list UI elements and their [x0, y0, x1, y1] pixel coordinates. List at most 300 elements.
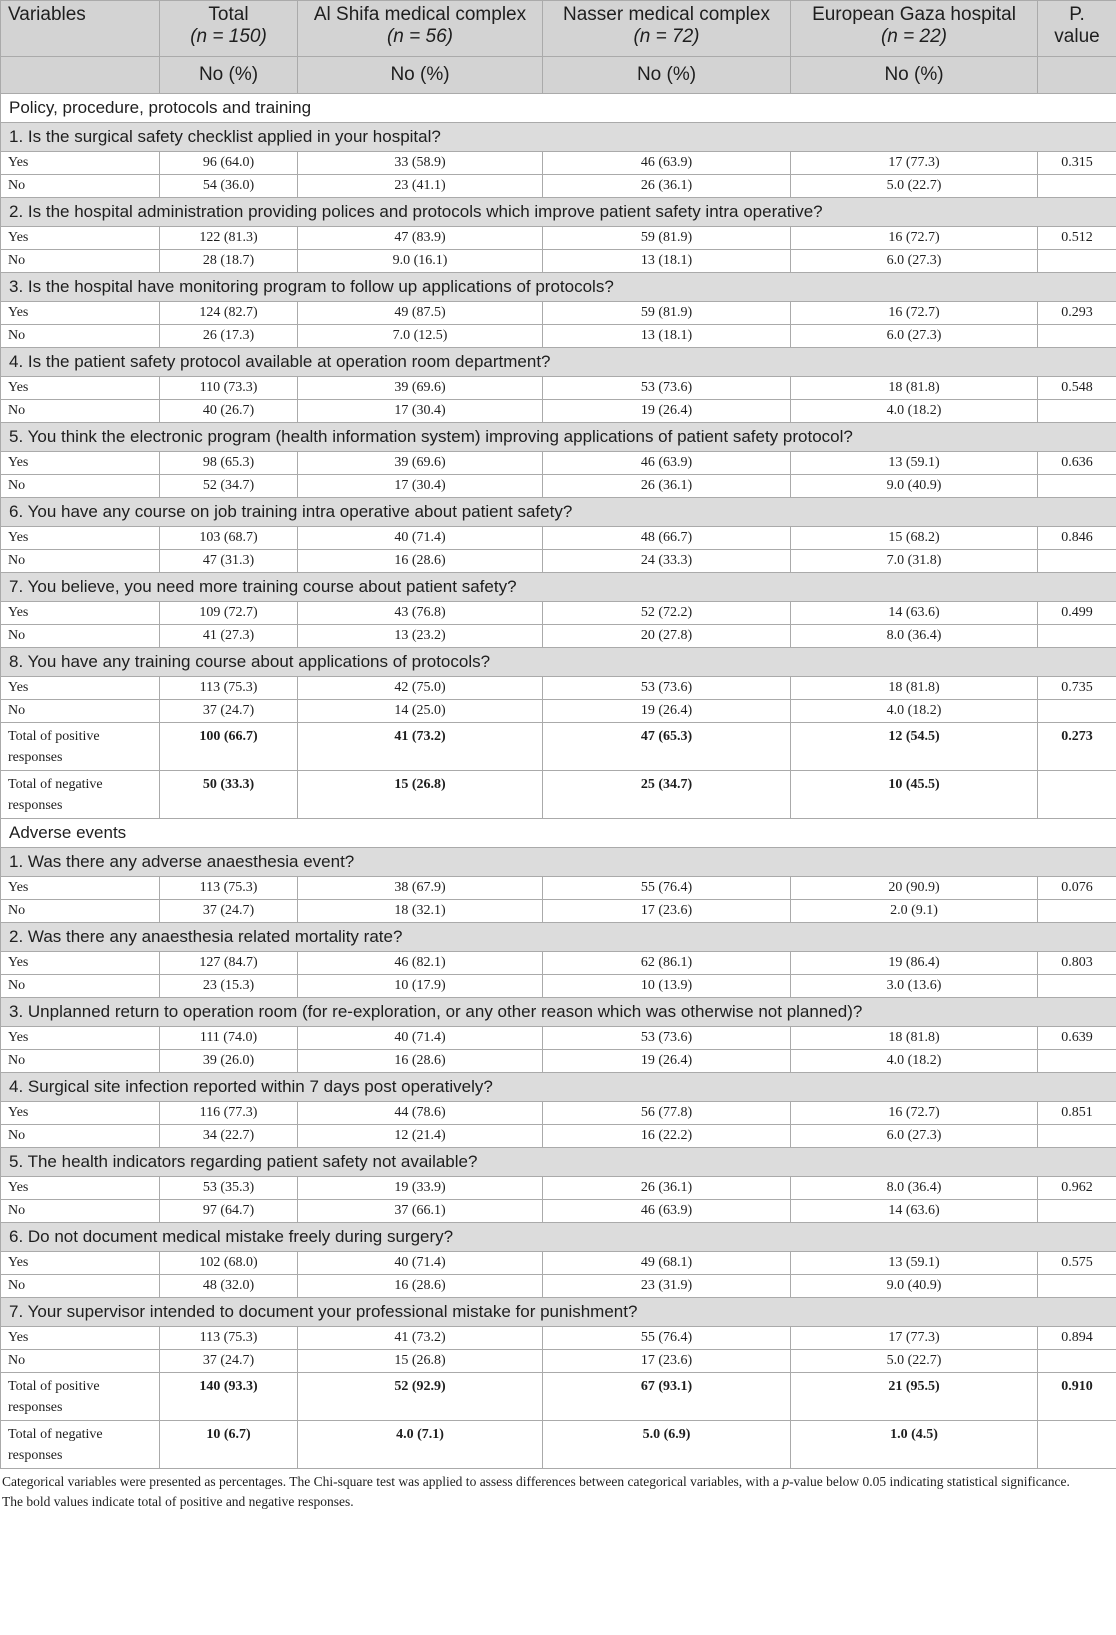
column-header-n: (n = 56): [386, 26, 453, 47]
table-cell: 5.0 (6.9): [543, 1421, 791, 1469]
table-cell: 48 (66.7): [543, 527, 791, 550]
table-cell: 10 (6.7): [160, 1421, 298, 1469]
table-cell: [1038, 1125, 1116, 1148]
table-cell: 0.512: [1038, 227, 1116, 250]
table-cell: 40 (71.4): [298, 1252, 543, 1275]
table-cell: 10 (45.5): [791, 771, 1038, 819]
footnote-bold-values: The bold values indicate total of positive and negative responses.: [2, 1494, 354, 1509]
table-cell: 17 (23.6): [543, 900, 791, 923]
table-cell: 47 (31.3): [160, 550, 298, 573]
question-row: [1, 498, 1116, 527]
table-cell: 48 (32.0): [160, 1275, 298, 1298]
table-cell: 13 (59.1): [791, 452, 1038, 475]
table-cell: 34 (22.7): [160, 1125, 298, 1148]
column-header: [791, 1, 1038, 57]
question-row: [1, 848, 1116, 877]
table-cell: 124 (82.7): [160, 302, 298, 325]
table-cell: [1038, 625, 1116, 648]
table-row: [1, 1252, 1116, 1275]
table-cell: 43 (76.8): [298, 602, 543, 625]
table-cell: 9.0 (40.9): [791, 1275, 1038, 1298]
table-cell: 40 (71.4): [298, 1027, 543, 1050]
question-text: 5. You think the electronic program (health information system) improving applications of patient safety protocol?: [1, 423, 1116, 452]
table-cell: 39 (26.0): [160, 1050, 298, 1073]
table-row: [1, 700, 1116, 723]
table-row: [1, 877, 1116, 900]
table-cell: 1.0 (4.5): [791, 1421, 1038, 1469]
row-label: No: [1, 175, 160, 198]
row-label: Total of positive responses: [1, 1373, 160, 1421]
question-row: [1, 573, 1116, 602]
column-header: [1, 1, 160, 57]
table-cell: 23 (41.1): [298, 175, 543, 198]
table-cell: 9.0 (40.9): [791, 475, 1038, 498]
table-cell: 17 (77.3): [791, 152, 1038, 175]
table-cell: 26 (36.1): [543, 475, 791, 498]
question-text: 4. Is the patient safety protocol available at operation room department?: [1, 348, 1116, 377]
question-text: 5. The health indicators regarding patient safety not available?: [1, 1148, 1116, 1177]
table-cell: 23 (31.9): [543, 1275, 791, 1298]
row-label: No: [1, 700, 160, 723]
row-label: No: [1, 250, 160, 273]
table-cell: 0.962: [1038, 1177, 1116, 1200]
table-cell: 52 (92.9): [298, 1373, 543, 1421]
table-cell: 16 (28.6): [298, 550, 543, 573]
table-cell: 16 (72.7): [791, 227, 1038, 250]
table-cell: 113 (75.3): [160, 677, 298, 700]
table-cell: 59 (81.9): [543, 302, 791, 325]
table-cell: [1038, 1421, 1116, 1469]
table-cell: 54 (36.0): [160, 175, 298, 198]
row-label: No: [1, 625, 160, 648]
table-row: [1, 475, 1116, 498]
table-cell: 19 (26.4): [543, 700, 791, 723]
table-cell: 0.639: [1038, 1027, 1116, 1050]
question-row: [1, 123, 1116, 152]
table-cell: 96 (64.0): [160, 152, 298, 175]
table-cell: 26 (36.1): [543, 175, 791, 198]
row-label: Yes: [1, 227, 160, 250]
question-row: [1, 198, 1116, 227]
row-label: Yes: [1, 602, 160, 625]
table-cell: 15 (26.8): [298, 1350, 543, 1373]
table-cell: 19 (26.4): [543, 1050, 791, 1073]
table-cell: 28 (18.7): [160, 250, 298, 273]
table-cell: 0.894: [1038, 1327, 1116, 1350]
row-label: Yes: [1, 1027, 160, 1050]
table-cell: 17 (23.6): [543, 1350, 791, 1373]
question-row: [1, 923, 1116, 952]
row-label: Yes: [1, 952, 160, 975]
column-header: [543, 1, 791, 57]
table-cell: 5.0 (22.7): [791, 1350, 1038, 1373]
table-cell: [1038, 250, 1116, 273]
total-row: [1, 1373, 1116, 1421]
table-cell: 52 (34.7): [160, 475, 298, 498]
table-cell: 21 (95.5): [791, 1373, 1038, 1421]
table-cell: 12 (21.4): [298, 1125, 543, 1148]
table-cell: 44 (78.6): [298, 1102, 543, 1125]
question-row: [1, 1223, 1116, 1252]
table-cell: 127 (84.7): [160, 952, 298, 975]
column-header-n: (n = 22): [880, 26, 947, 47]
table-cell: 17 (77.3): [791, 1327, 1038, 1350]
table-cell: 100 (66.7): [160, 723, 298, 771]
table-cell: 10 (17.9): [298, 975, 543, 998]
question-row: [1, 1298, 1116, 1327]
question-text: 3. Is the hospital have monitoring program to follow up applications of protocols?: [1, 273, 1116, 302]
row-label: Yes: [1, 1252, 160, 1275]
table-cell: 3.0 (13.6): [791, 975, 1038, 998]
table-footnotes: [0, 1469, 1116, 1512]
table-cell: 7.0 (31.8): [791, 550, 1038, 573]
table-cell: 39 (69.6): [298, 452, 543, 475]
table-row: [1, 325, 1116, 348]
section-title: Adverse events: [1, 819, 1116, 848]
table-cell: 53 (73.6): [543, 377, 791, 400]
table-cell: 40 (71.4): [298, 527, 543, 550]
question-row: [1, 648, 1116, 677]
question-row: [1, 423, 1116, 452]
table-row: [1, 400, 1116, 423]
table-cell: 47 (83.9): [298, 227, 543, 250]
table-row: [1, 952, 1116, 975]
table-cell: 9.0 (16.1): [298, 250, 543, 273]
table-cell: 39 (69.6): [298, 377, 543, 400]
question-text: 6. Do not document medical mistake freely during surgery?: [1, 1223, 1116, 1252]
table-cell: 18 (81.8): [791, 377, 1038, 400]
table-cell: 15 (26.8): [298, 771, 543, 819]
table-cell: 19 (26.4): [543, 400, 791, 423]
table-cell: 19 (33.9): [298, 1177, 543, 1200]
table-cell: 0.851: [1038, 1102, 1116, 1125]
table-row: [1, 250, 1116, 273]
table-cell: 0.803: [1038, 952, 1116, 975]
table-cell: 0.846: [1038, 527, 1116, 550]
table-cell: 16 (28.6): [298, 1050, 543, 1073]
table-cell: 103 (68.7): [160, 527, 298, 550]
table-row: [1, 1327, 1116, 1350]
table-cell: 0.499: [1038, 602, 1116, 625]
table-cell: 15 (68.2): [791, 527, 1038, 550]
table-cell: 53 (73.6): [543, 1027, 791, 1050]
row-label: No: [1, 975, 160, 998]
row-label: No: [1, 475, 160, 498]
column-header: [1038, 1, 1116, 57]
question-text: 1. Was there any adverse anaesthesia event?: [1, 848, 1116, 877]
table-cell: [1038, 1200, 1116, 1223]
column-header: [298, 1, 543, 57]
row-label: No: [1, 1200, 160, 1223]
table-cell: 6.0 (27.3): [791, 325, 1038, 348]
table-cell: 26 (17.3): [160, 325, 298, 348]
table-cell: 18 (81.8): [791, 1027, 1038, 1050]
table-cell: 16 (72.7): [791, 1102, 1038, 1125]
table-cell: [1038, 1350, 1116, 1373]
table-cell: 37 (24.7): [160, 1350, 298, 1373]
row-label: Yes: [1, 1177, 160, 1200]
question-text: 2. Is the hospital administration providing polices and protocols which improve patient safety intra operative?: [1, 198, 1116, 227]
table-cell: 55 (76.4): [543, 877, 791, 900]
table-cell: 0.273: [1038, 723, 1116, 771]
row-label: Yes: [1, 1102, 160, 1125]
table-row: [1, 550, 1116, 573]
table-cell: 5.0 (22.7): [791, 175, 1038, 198]
table-cell: 18 (81.8): [791, 677, 1038, 700]
table-row: [1, 625, 1116, 648]
table-row: [1, 527, 1116, 550]
table-cell: 0.315: [1038, 152, 1116, 175]
row-label: No: [1, 400, 160, 423]
table-cell: 13 (18.1): [543, 250, 791, 273]
table-row: [1, 1050, 1116, 1073]
table-cell: 110 (73.3): [160, 377, 298, 400]
table-cell: 59 (81.9): [543, 227, 791, 250]
header-row: [1, 1, 1116, 57]
row-label: Total of negative responses: [1, 771, 160, 819]
table-row: [1, 1177, 1116, 1200]
table-row: [1, 1102, 1116, 1125]
table-cell: 37 (66.1): [298, 1200, 543, 1223]
table-cell: 53 (35.3): [160, 1177, 298, 1200]
row-label: Yes: [1, 877, 160, 900]
total-row: [1, 771, 1116, 819]
row-label: No: [1, 1050, 160, 1073]
table-cell: 67 (93.1): [543, 1373, 791, 1421]
table-cell: 37 (24.7): [160, 700, 298, 723]
table-cell: 0.293: [1038, 302, 1116, 325]
column-header-n: (n = 72): [633, 26, 700, 47]
table-cell: 7.0 (12.5): [298, 325, 543, 348]
table-cell: 102 (68.0): [160, 1252, 298, 1275]
table-cell: 38 (67.9): [298, 877, 543, 900]
question-row: [1, 998, 1116, 1027]
table-cell: 49 (68.1): [543, 1252, 791, 1275]
subheader-cell: No (%): [543, 57, 791, 94]
table-cell: 113 (75.3): [160, 877, 298, 900]
table-row: [1, 302, 1116, 325]
table-cell: 0.548: [1038, 377, 1116, 400]
table-cell: 20 (27.8): [543, 625, 791, 648]
table-row: [1, 677, 1116, 700]
column-header: [160, 1, 298, 57]
row-label: No: [1, 325, 160, 348]
table-cell: 2.0 (9.1): [791, 900, 1038, 923]
question-text: 6. You have any course on job training intra operative about patient safety?: [1, 498, 1116, 527]
table-cell: 4.0 (18.2): [791, 1050, 1038, 1073]
subheader-cell: [1, 57, 160, 94]
total-row: [1, 1421, 1116, 1469]
table-cell: 16 (22.2): [543, 1125, 791, 1148]
question-row: [1, 273, 1116, 302]
table-cell: 0.735: [1038, 677, 1116, 700]
table-cell: 16 (72.7): [791, 302, 1038, 325]
table-cell: 41 (73.2): [298, 1327, 543, 1350]
table-cell: 13 (23.2): [298, 625, 543, 648]
table-cell: 113 (75.3): [160, 1327, 298, 1350]
table-cell: 18 (32.1): [298, 900, 543, 923]
table-cell: [1038, 975, 1116, 998]
row-label: Yes: [1, 452, 160, 475]
table-cell: 0.910: [1038, 1373, 1116, 1421]
table-cell: 16 (28.6): [298, 1275, 543, 1298]
row-label: Yes: [1, 302, 160, 325]
table-cell: 62 (86.1): [543, 952, 791, 975]
table-cell: 37 (24.7): [160, 900, 298, 923]
footnote-statistics: Categorical variables were presented as percentages. The Chi-square test was applied to assess differences between categorical variables, with a p-value below 0.05 indicating statistical significance.: [2, 1474, 1070, 1489]
table-cell: 17 (30.4): [298, 475, 543, 498]
table-cell: 25 (34.7): [543, 771, 791, 819]
table-cell: [1038, 400, 1116, 423]
table-cell: 50 (33.3): [160, 771, 298, 819]
row-label: No: [1, 550, 160, 573]
table-cell: 56 (77.8): [543, 1102, 791, 1125]
table-cell: 97 (64.7): [160, 1200, 298, 1223]
question-row: [1, 1073, 1116, 1102]
table-cell: 41 (27.3): [160, 625, 298, 648]
table-row: [1, 900, 1116, 923]
subheader-cell: No (%): [791, 57, 1038, 94]
table-cell: 53 (73.6): [543, 677, 791, 700]
table-cell: 4.0 (18.2): [791, 400, 1038, 423]
table-cell: [1038, 700, 1116, 723]
table-row: [1, 1027, 1116, 1050]
table-cell: 55 (76.4): [543, 1327, 791, 1350]
table-row: [1, 1350, 1116, 1373]
question-text: 4. Surgical site infection reported within 7 days post operatively?: [1, 1073, 1116, 1102]
table-cell: 98 (65.3): [160, 452, 298, 475]
table-cell: [1038, 475, 1116, 498]
column-header-label: P.: [1069, 4, 1085, 25]
question-text: 1. Is the surgical safety checklist applied in your hospital?: [1, 123, 1116, 152]
table-cell: 49 (87.5): [298, 302, 543, 325]
table-cell: 111 (74.0): [160, 1027, 298, 1050]
row-label: Yes: [1, 527, 160, 550]
column-header-n: value: [1054, 26, 1100, 47]
table-cell: [1038, 1275, 1116, 1298]
question-row: [1, 1148, 1116, 1177]
table-cell: 46 (82.1): [298, 952, 543, 975]
table-cell: [1038, 325, 1116, 348]
table-cell: 17 (30.4): [298, 400, 543, 423]
table-cell: 6.0 (27.3): [791, 1125, 1038, 1148]
table-cell: 24 (33.3): [543, 550, 791, 573]
table-cell: [1038, 175, 1116, 198]
table-cell: 12 (54.5): [791, 723, 1038, 771]
row-label: No: [1, 1125, 160, 1148]
subheader-cell: [1038, 57, 1116, 94]
question-text: 7. Your supervisor intended to document your professional mistake for punishment?: [1, 1298, 1116, 1327]
table-cell: 46 (63.9): [543, 1200, 791, 1223]
row-label: Total of negative responses: [1, 1421, 160, 1469]
table-row: [1, 452, 1116, 475]
table-cell: 33 (58.9): [298, 152, 543, 175]
row-label: No: [1, 1350, 160, 1373]
table-cell: 0.076: [1038, 877, 1116, 900]
table-cell: 20 (90.9): [791, 877, 1038, 900]
table-cell: 46 (63.9): [543, 152, 791, 175]
table-cell: 14 (63.6): [791, 602, 1038, 625]
table-row: [1, 152, 1116, 175]
section-row: [1, 819, 1116, 848]
table-cell: 122 (81.3): [160, 227, 298, 250]
table-row: [1, 1200, 1116, 1223]
table-cell: [1038, 900, 1116, 923]
table-cell: 0.636: [1038, 452, 1116, 475]
table-cell: 41 (73.2): [298, 723, 543, 771]
table-cell: 42 (75.0): [298, 677, 543, 700]
row-label: Yes: [1, 1327, 160, 1350]
table-cell: 13 (18.1): [543, 325, 791, 348]
table-cell: 23 (15.3): [160, 975, 298, 998]
row-label: No: [1, 900, 160, 923]
table-row: [1, 602, 1116, 625]
row-label: Total of positive responses: [1, 723, 160, 771]
subheader-row: [1, 57, 1116, 94]
question-text: 3. Unplanned return to operation room (for re-exploration, or any other reason which was otherwise not planned)?: [1, 998, 1116, 1027]
section-title: Policy, procedure, protocols and training: [1, 94, 1116, 123]
table-cell: 10 (13.9): [543, 975, 791, 998]
question-text: 7. You believe, you need more training course about patient safety?: [1, 573, 1116, 602]
table-cell: 52 (72.2): [543, 602, 791, 625]
total-row: [1, 723, 1116, 771]
table-cell: 46 (63.9): [543, 452, 791, 475]
table-cell: 140 (93.3): [160, 1373, 298, 1421]
table-cell: [1038, 771, 1116, 819]
table-cell: 4.0 (18.2): [791, 700, 1038, 723]
column-header-label: Total: [208, 4, 249, 25]
table-row: [1, 175, 1116, 198]
table-cell: [1038, 550, 1116, 573]
table-cell: 26 (36.1): [543, 1177, 791, 1200]
row-label: Yes: [1, 152, 160, 175]
row-label: No: [1, 1275, 160, 1298]
table-cell: 109 (72.7): [160, 602, 298, 625]
table-cell: 116 (77.3): [160, 1102, 298, 1125]
table-cell: [1038, 1050, 1116, 1073]
subheader-cell: No (%): [160, 57, 298, 94]
column-header-label: Variables: [8, 4, 86, 25]
table-row: [1, 1275, 1116, 1298]
column-header-label: European Gaza hospital: [812, 4, 1016, 25]
column-header-label: Nasser medical complex: [563, 4, 770, 25]
row-label: Yes: [1, 377, 160, 400]
table-cell: 19 (86.4): [791, 952, 1038, 975]
question-text: 8. You have any training course about applications of protocols?: [1, 648, 1116, 677]
table-cell: 40 (26.7): [160, 400, 298, 423]
table-cell: 14 (25.0): [298, 700, 543, 723]
table-cell: 14 (63.6): [791, 1200, 1038, 1223]
table-cell: 8.0 (36.4): [791, 1177, 1038, 1200]
table-cell: 6.0 (27.3): [791, 250, 1038, 273]
table-row: [1, 975, 1116, 998]
subheader-cell: No (%): [298, 57, 543, 94]
table-cell: 13 (59.1): [791, 1252, 1038, 1275]
table-cell: 0.575: [1038, 1252, 1116, 1275]
table-cell: 8.0 (36.4): [791, 625, 1038, 648]
question-row: [1, 348, 1116, 377]
table-row: [1, 377, 1116, 400]
row-label: Yes: [1, 677, 160, 700]
question-text: 2. Was there any anaesthesia related mortality rate?: [1, 923, 1116, 952]
table-cell: 4.0 (7.1): [298, 1421, 543, 1469]
table-row: [1, 1125, 1116, 1148]
column-header-label: Al Shifa medical complex: [313, 4, 527, 25]
column-header-n: (n = 150): [190, 26, 267, 47]
table-row: [1, 227, 1116, 250]
section-row: [1, 94, 1116, 123]
table-cell: 47 (65.3): [543, 723, 791, 771]
